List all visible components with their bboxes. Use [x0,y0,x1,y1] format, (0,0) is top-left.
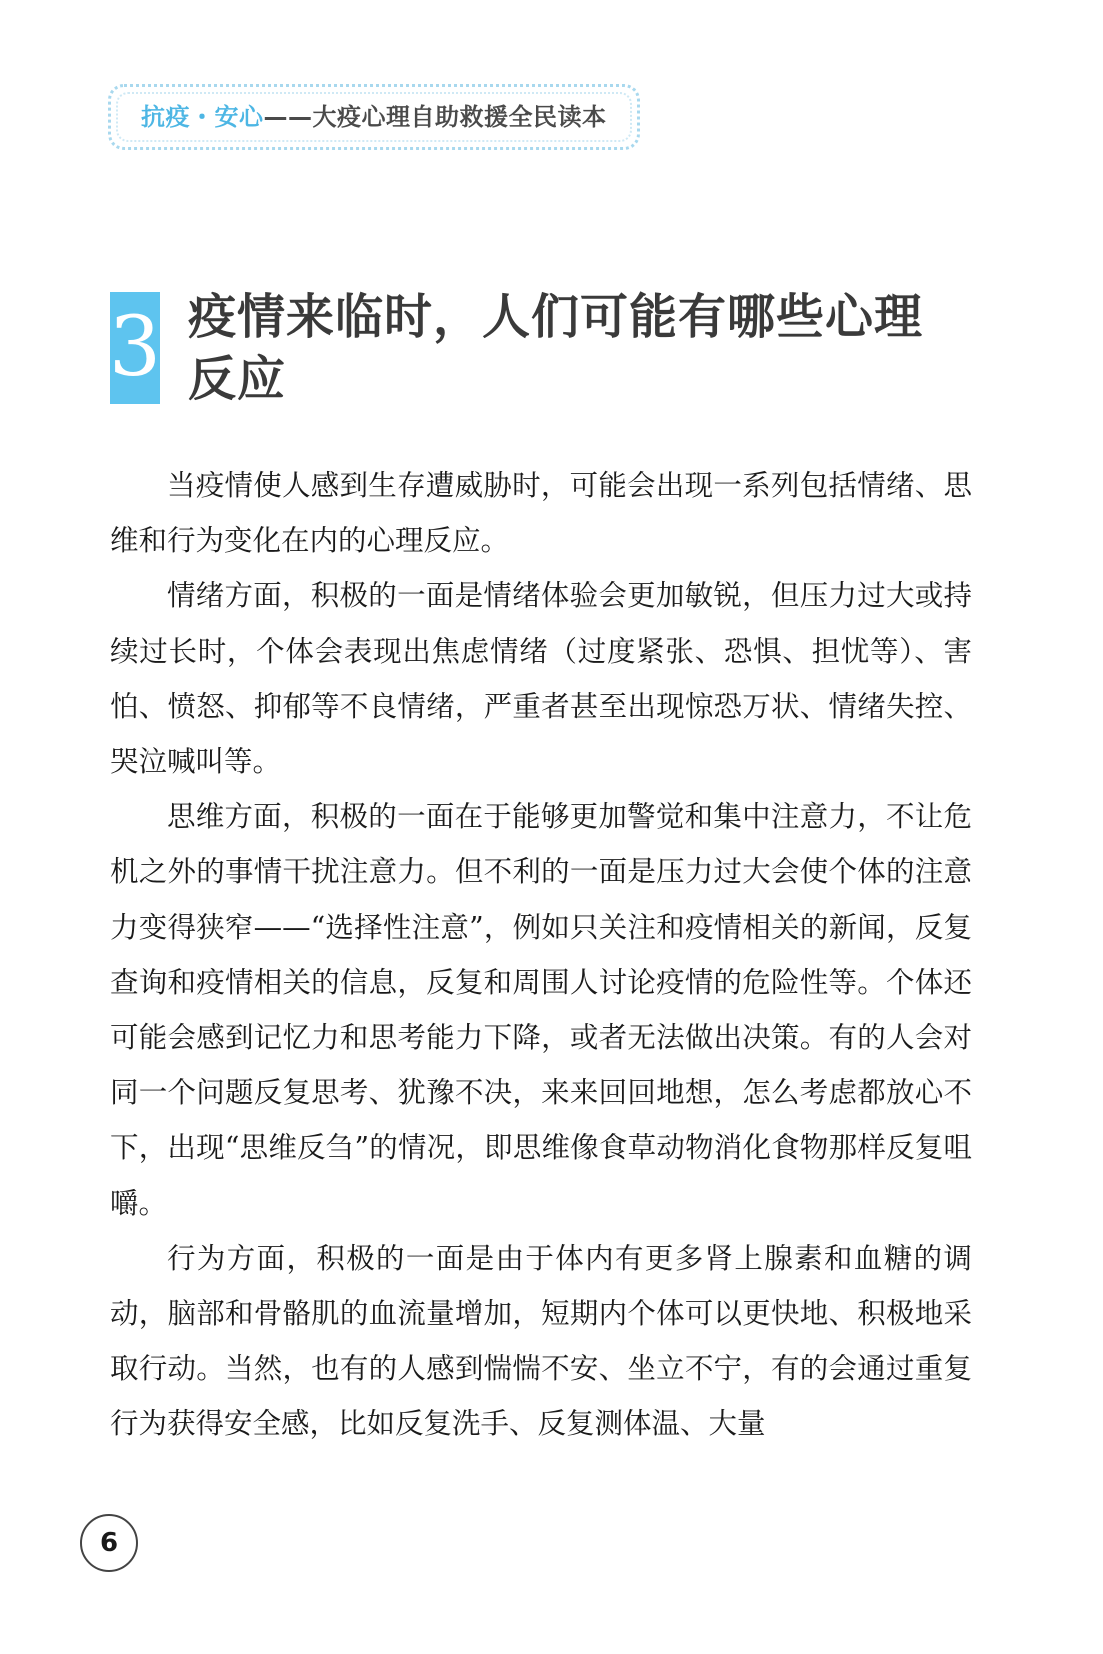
paragraph-thinking: 思维方面，积极的一面在于能够更加警觉和集中注意力，不让危机之外的事情干扰注意力。但不利的一面是压力过大会使个体的注意力变得狭窄——“选择性注意”，例如只关注和疫情相关的新闻，反复查询和疫情相关的信息，反复和周围人讨论疫情的危险性等。个体还可能会感到记忆力和思考能力下降，或者无法做出决策。有的人会对同一个问题反复思考、犹豫不决，来来回回地想，怎么考虑都放心不下，出现“思维反刍”的情况，即思维像食草动物消化食物那样反复咀嚼。 [110,800,972,1220]
body-text [110,458,972,1452]
section-number: 3 [108,300,162,395]
header-subtitle: ——大疫心理自助救援全民读本 [263,103,607,131]
paragraph-emotion: 情绪方面，积极的一面是情绪体验会更加敏锐，但压力过大或持续过长时，个体会表现出焦虑情绪（过度紧张、恐惧、担忧等）、害怕、愤怒、抑郁等不良情绪，严重者甚至出现惊恐万状、情绪失控、哭泣喊叫等。 [110,579,972,779]
section-title: 疫情来临时，人们可能有哪些心理反应 [188,289,924,407]
paragraph-intro: 当疫情使人感到生存遭威胁时，可能会出现一系列包括情绪、思维和行为变化在内的心理反应。 [110,469,972,558]
section-number-block [110,292,160,404]
paragraph-behavior: 行为方面，积极的一面是由于体内有更多肾上腺素和血糖的调动，脑部和骨骼肌的血流量增加，短期内个体可以更快地、积极地采取行动。当然，也有的人感到惴惴不安、坐立不宁，有的会通过重复行为获得安全感，比如反复洗手、反复测体温、大量 [110,1241,972,1441]
running-header-text [141,99,607,135]
page-number: 6 [80,1514,138,1572]
header-brand: 抗疫・安心 [141,103,264,131]
running-header [108,84,640,150]
